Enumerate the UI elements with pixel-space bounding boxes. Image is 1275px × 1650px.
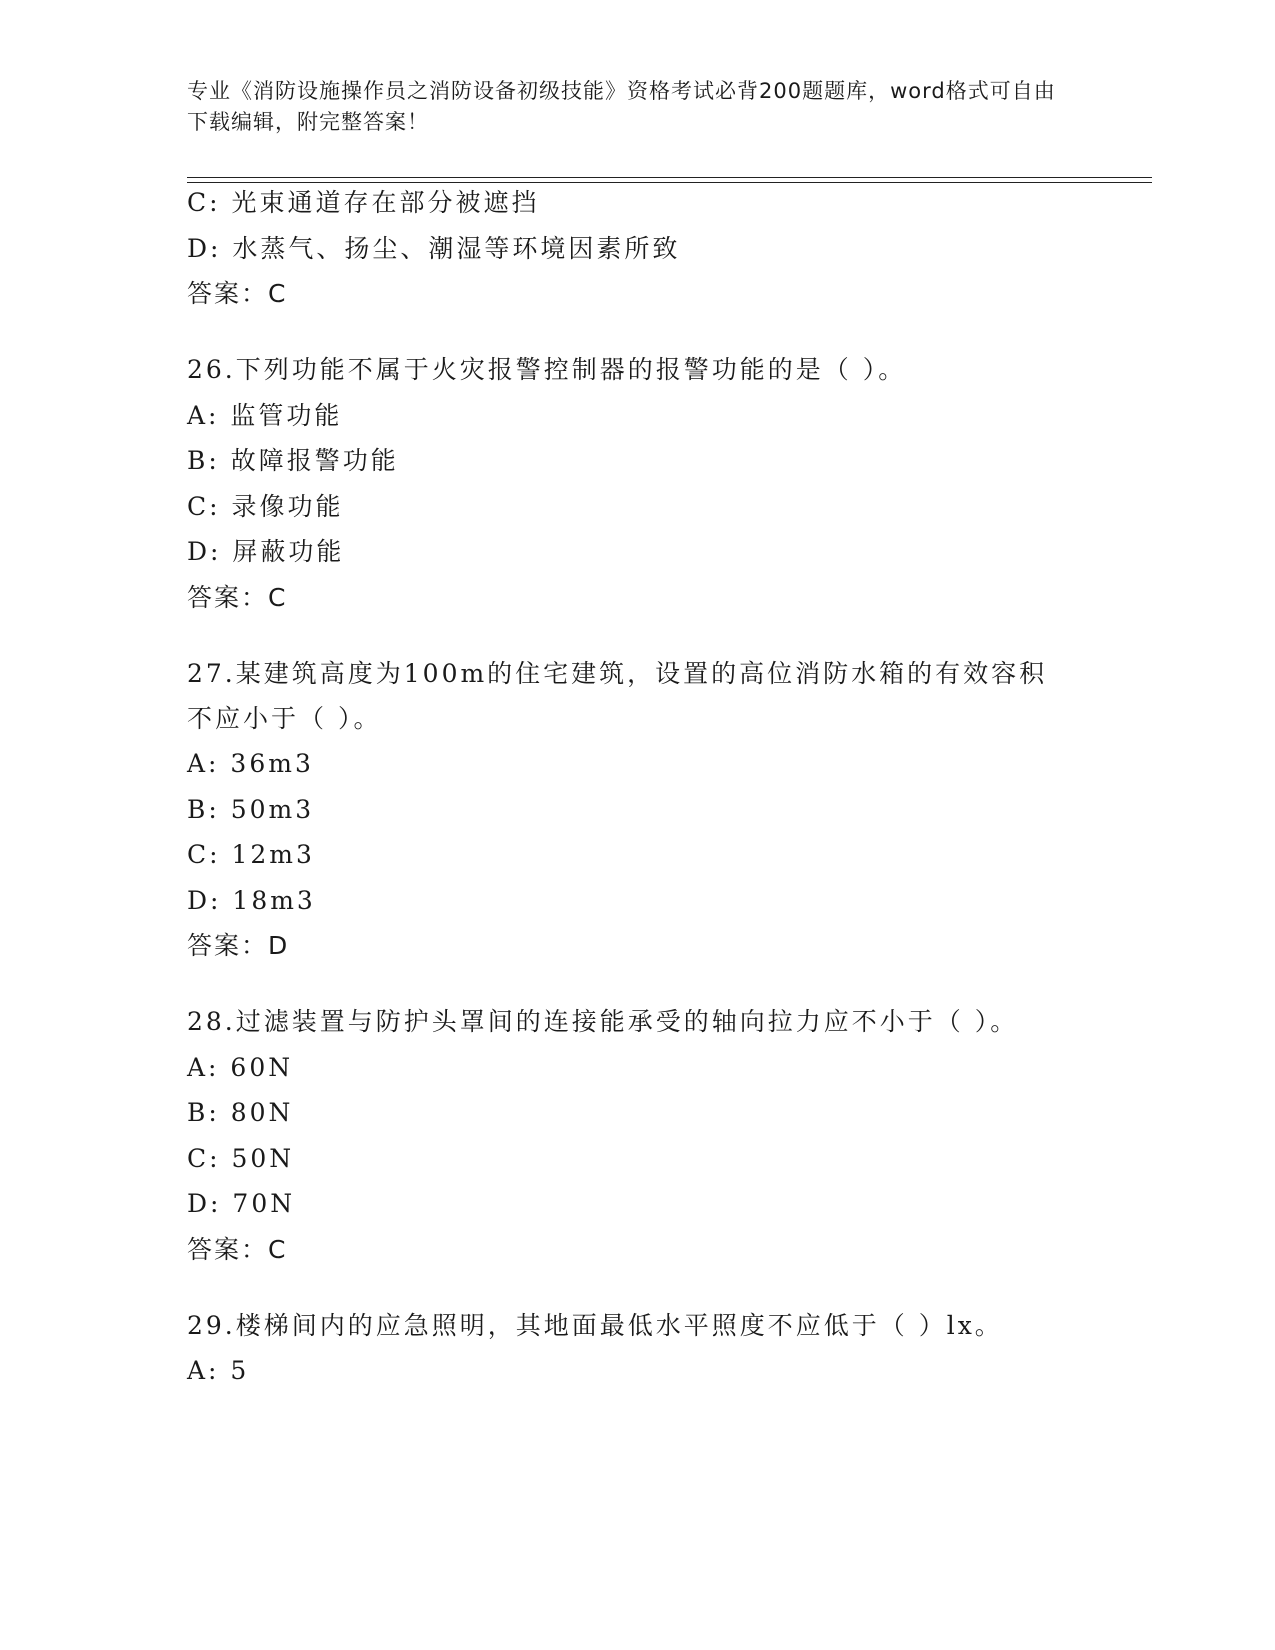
option-c: C: 50N (187, 1143, 295, 1173)
option-b: B: 故障报警功能 (187, 446, 399, 475)
question-stem: 27.某建筑高度为100m的住宅建筑，设置的高位消防水箱的有效容积不应小于（ ）。 (187, 659, 1048, 733)
option-a: A: 5 (187, 1356, 250, 1385)
option-d: D: 70N (187, 1189, 296, 1218)
question-29 (187, 1311, 1087, 1387)
question-list (187, 188, 1087, 1402)
option-c: C: 录像功能 (187, 491, 344, 521)
option-b: B: 50m3 (187, 794, 315, 824)
option-d: D: 屏蔽功能 (187, 537, 345, 566)
question-stem: 28.过滤装置与防护头罩间的连接能承受的轴向拉力应不小于（ ）。 (187, 1007, 1019, 1036)
option-c: C: 光束通道存在部分被遮挡 (187, 188, 540, 217)
header-rule-top (187, 177, 1152, 178)
answer-line: 答案：C (187, 582, 288, 612)
option-a: A: 36m3 (187, 749, 314, 778)
question-carryover (187, 188, 1087, 309)
option-d: D: 18m3 (187, 885, 316, 915)
answer-line: 答案：C (187, 1234, 288, 1264)
question-26 (187, 355, 1087, 613)
option-a: A: 监管功能 (187, 400, 343, 430)
question-28 (187, 1007, 1087, 1265)
answer-line: 答案：D (187, 931, 290, 960)
option-d: D: 水蒸气、扬尘、潮湿等环境因素所致 (187, 233, 681, 263)
option-c: C: 12m3 (187, 840, 315, 869)
option-a: A: 60N (187, 1052, 294, 1082)
question-27 (187, 651, 1087, 961)
question-stem: 29.楼梯间内的应急照明，其地面最低水平照度不应低于（ ）lx。 (187, 1310, 1003, 1340)
header-rule-bottom (187, 182, 1152, 183)
option-b: B: 80N (187, 1098, 294, 1127)
answer-line: 答案：C (187, 279, 288, 308)
question-stem: 26.下列功能不属于火灾报警控制器的报警功能的是（ ）。 (187, 355, 907, 384)
document-header: 专业《消防设施操作员之消防设备初级技能》资格考试必背200题题库，word格式可自由下载编辑，附完整答案！ (187, 79, 1056, 134)
